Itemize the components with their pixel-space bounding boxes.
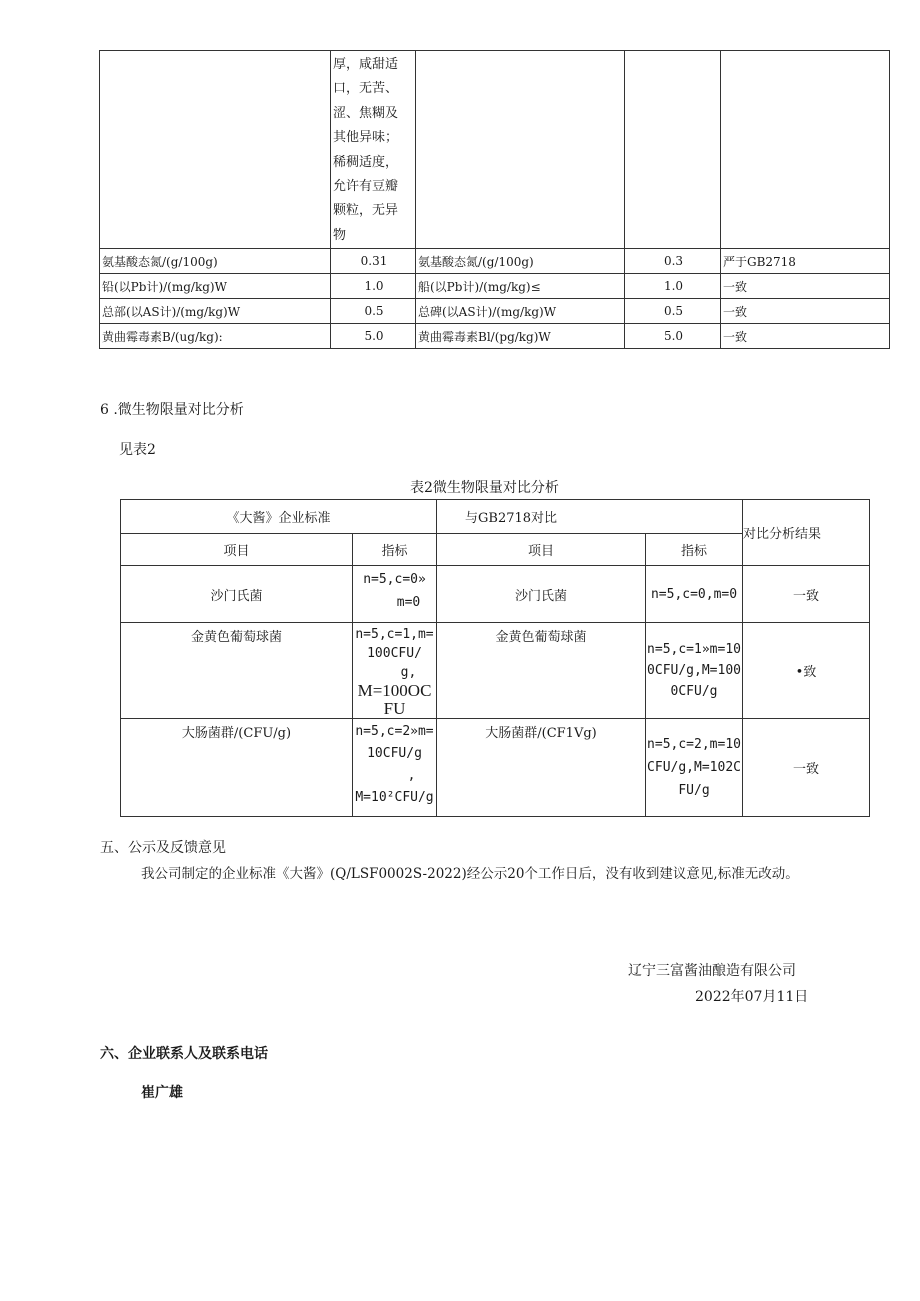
- value-cell: 0.31: [331, 249, 416, 274]
- table-row: [121, 719, 870, 817]
- signature-date: 2022年07月11日: [695, 989, 809, 1005]
- table-row: [100, 324, 890, 349]
- see-table-text: 见表2: [119, 442, 156, 458]
- header-result: 对比分析结果: [743, 500, 870, 566]
- result-cell: 一致: [743, 719, 870, 817]
- index-line: n=5,c=1,m=100CFU/: [355, 627, 434, 661]
- index-line: ,: [407, 768, 416, 783]
- ref-item-cell: 金黄色葡萄球菌: [437, 623, 646, 719]
- ref-item-cell: 总碑(以AS计)/(mg/kg)W: [416, 299, 625, 324]
- sensory-cell: [331, 51, 416, 249]
- ref-index-cell: n=5,c=1»m=100CFU/g,M=1000CFU/g: [646, 623, 743, 719]
- ref-item-cell: 氨基酸态氮/(g/100g): [416, 249, 625, 274]
- table-row: [100, 249, 890, 274]
- column-header-index: 指标: [646, 534, 743, 566]
- table-row: [121, 566, 870, 623]
- index-line: M=10²CFU/g: [355, 790, 434, 805]
- header-gb-compare: 与GB2718对比: [437, 500, 743, 534]
- result-cell: 严于GB2718: [721, 249, 890, 274]
- table-row: [100, 274, 890, 299]
- index-cell: [353, 566, 437, 623]
- value-cell: 0.5: [331, 299, 416, 324]
- item-cell: 大肠菌群/(CFU/g): [121, 719, 353, 817]
- value-cell: 1.0: [331, 274, 416, 299]
- column-header-item: 项目: [437, 534, 646, 566]
- index-line: m=0: [396, 595, 421, 610]
- section-heading-microbial: 6 .微生物限量对比分析: [100, 402, 244, 418]
- table-row: [121, 623, 870, 719]
- ref-value-cell: 0.5: [625, 299, 721, 324]
- table-header-row: [121, 500, 870, 534]
- microbial-comparison-table: [120, 499, 870, 817]
- sensory-text: 厚，咸甜适口，无苦、涩、焦糊及其他异味；稀稠适度，允许有豆瓣颗粒，无异物: [333, 57, 399, 243]
- table-caption: 表2微生物限量对比分析: [410, 480, 559, 496]
- result-cell: 一致: [721, 324, 890, 349]
- index-line: n=5,c=0»: [363, 572, 426, 587]
- feedback-body: 我公司制定的企业标准《大酱》(Q/LSF0002S-2022)经公示20个工作日后，没有收到建议意见,标准无改动。: [141, 866, 799, 882]
- ref-index-cell: n=5,c=0,m=0: [646, 566, 743, 623]
- ref-value-cell: 0.3: [625, 249, 721, 274]
- ref-item-cell: 大肠菌群/(CF1Vg): [437, 719, 646, 817]
- item-cell: 金黄色葡萄球菌: [121, 623, 353, 719]
- table-row: [100, 51, 890, 249]
- ref-item-cell: 船(以Pb计)/(mg/kg)≤: [416, 274, 625, 299]
- ref-value-cell: 5.0: [625, 324, 721, 349]
- column-header-item: 项目: [121, 534, 353, 566]
- section-heading-contact: 六、企业联系人及联系电话: [100, 1046, 268, 1062]
- ref-item-cell: 黄曲霉毒素Bl/(pg/kg)W: [416, 324, 625, 349]
- quality-comparison-table: [99, 50, 890, 349]
- ref-index-cell: n=5,c=2,m=10CFU/g,M=102CFU/g: [646, 719, 743, 817]
- item-cell: 氨基酸态氮/(g/100g): [100, 249, 331, 274]
- section-heading-feedback: 五、公示及反馈意见: [100, 840, 226, 856]
- company-name: 辽宁三富酱油酿造有限公司: [628, 963, 796, 979]
- index-cell: [353, 623, 437, 719]
- result-cell: 一致: [721, 299, 890, 324]
- contact-person: 崔广雄: [141, 1085, 183, 1101]
- result-cell: •致: [743, 623, 870, 719]
- header-enterprise-standard: 《大酱》企业标准: [121, 500, 437, 534]
- item-cell: 黄曲霉毒素B/(ug/kg):: [100, 324, 331, 349]
- item-cell: 沙门氏菌: [121, 566, 353, 623]
- result-cell: 一致: [743, 566, 870, 623]
- result-cell: 一致: [721, 274, 890, 299]
- ref-value-cell: 1.0: [625, 274, 721, 299]
- index-line: g,: [400, 665, 417, 680]
- column-header-index: 指标: [353, 534, 437, 566]
- index-line: n=5,c=2»m=10CFU/g: [355, 724, 434, 761]
- item-cell: 总部(以AS计)/(mg/kg)W: [100, 299, 331, 324]
- value-cell: 5.0: [331, 324, 416, 349]
- ref-item-cell: 沙门氏菌: [437, 566, 646, 623]
- index-line: M=100OCFU: [357, 681, 432, 718]
- table-row: [100, 299, 890, 324]
- index-cell: [353, 719, 437, 817]
- item-cell: 铅(以Pb计)/(mg/kg)W: [100, 274, 331, 299]
